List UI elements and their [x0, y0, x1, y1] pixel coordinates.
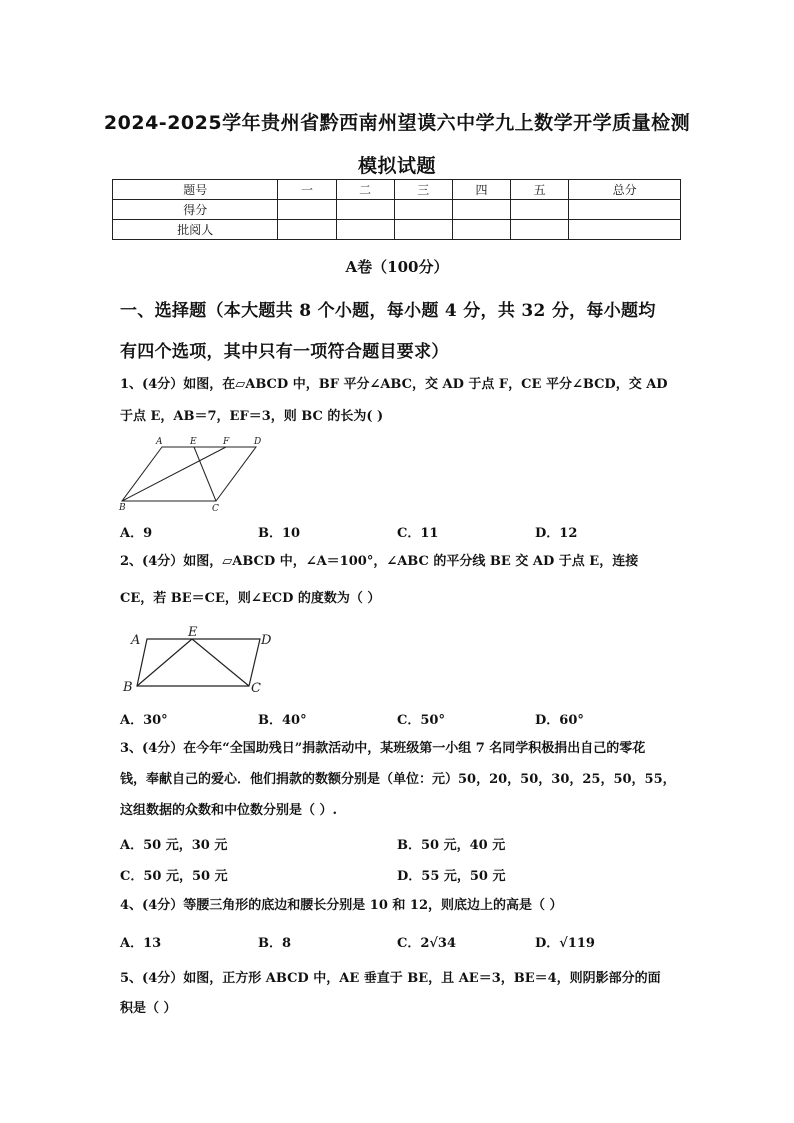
q4-option-c[interactable]: C．2√34: [397, 936, 457, 951]
q2-option-a[interactable]: A．30°: [120, 713, 168, 728]
document-title-line1: 2024-2025学年贵州省黔西南州望谟六中学九上数学开学质量检测: [103, 112, 691, 134]
score-table-cell[interactable]: [511, 220, 569, 240]
q2-text-line1: 2、(4分）如图，▱ABCD 中，∠A＝100°，∠ABC 的平分线 BE 交 AD 于点 E，连接: [120, 554, 639, 569]
section-a-heading: A卷（100分）: [345, 258, 449, 276]
q2-label-d: D: [261, 633, 272, 648]
score-table-header: 四: [452, 180, 510, 200]
score-table-cell[interactable]: [278, 220, 336, 240]
q3-text-line1: 3、(4分）在今年“全国助残日”捐款活动中，某班级第一小组 7 名同学积极捐出自己的零花: [120, 741, 646, 756]
q1-label-a: A: [156, 437, 163, 447]
score-table-cell[interactable]: [569, 220, 681, 240]
q3-option-b[interactable]: B．50 元，40 元: [397, 838, 506, 853]
q4-option-b[interactable]: B．8: [258, 936, 292, 951]
q2-label-e: E: [188, 625, 198, 640]
score-table-header: 总分: [569, 180, 681, 200]
score-table-row-score: [113, 200, 681, 220]
q5-text-line1: 5、(4分）如图，正方形 ABCD 中，AE 垂直于 BE，且 AE＝3，BE＝4，则阴影部分的面: [120, 971, 661, 986]
q1-option-b[interactable]: B．10: [258, 526, 301, 541]
q1-parallelogram: [122, 447, 256, 501]
score-table-row-grader: [113, 220, 681, 240]
score-table-header: 三: [394, 180, 452, 200]
q2-option-b[interactable]: B．40°: [258, 713, 307, 728]
score-table-header-row: [113, 180, 681, 200]
score-table-cell[interactable]: [336, 220, 394, 240]
q1-label-e: E: [190, 437, 197, 447]
q1-segment-ce: [194, 447, 216, 501]
q1-text-line2: 于点 E，AB＝7，EF＝3，则 BC 的长为( ): [120, 409, 384, 424]
q2-label-b: B: [123, 680, 133, 695]
score-table-cell[interactable]: [394, 220, 452, 240]
q1-option-c[interactable]: C．11: [397, 526, 439, 541]
q1-label-c: C: [212, 504, 219, 514]
q2-text-line2: CE，若 BE＝CE，则∠ECD 的度数为（ ）: [120, 591, 381, 606]
q3-text-line2: 钱，奉献自己的爱心．他们捐款的数额分别是（单位：元）50，20，50，30，25，50，55，: [120, 772, 676, 787]
q1-option-d[interactable]: D．12: [535, 526, 578, 541]
q4-option-d[interactable]: D．√119: [535, 936, 595, 951]
q5-text-line2: 积是（ ）: [120, 1001, 177, 1016]
q1-parallelogram-figure: [110, 432, 270, 514]
q1-text-line1: 1、(4分）如图，在▱ABCD 中，BF 平分∠ABC，交 AD 于点 F，CE 平分∠BCD，交 AD: [120, 377, 668, 392]
score-table: [112, 179, 681, 240]
score-table-cell[interactable]: [278, 200, 336, 220]
score-table-header: 二: [336, 180, 394, 200]
q1-label-b: B: [119, 503, 126, 513]
score-table-cell: 批阅人: [113, 220, 278, 240]
score-table-cell[interactable]: [394, 200, 452, 220]
q1-label-f: F: [223, 437, 230, 447]
q2-parallelogram-figure: [115, 622, 285, 698]
q2-segment-ce: [192, 639, 249, 686]
score-table-cell[interactable]: [452, 200, 510, 220]
q4-option-a[interactable]: A．13: [120, 936, 162, 951]
document-title-line2: 模拟试题: [357, 155, 436, 177]
q1-option-a[interactable]: A．9: [120, 526, 153, 541]
score-table-header: 五: [511, 180, 569, 200]
part-one-heading-line1: 一、选择题（本大题共 8 个小题，每小题 4 分，共 32 分，每小题均: [120, 301, 656, 321]
score-table-cell[interactable]: [511, 200, 569, 220]
q2-label-a: A: [131, 633, 141, 648]
q1-label-d: D: [254, 437, 262, 447]
q2-option-c[interactable]: C．50°: [397, 713, 445, 728]
q2-parallelogram: [137, 639, 260, 686]
q3-option-a[interactable]: A．50 元，30 元: [120, 838, 228, 853]
q2-option-d[interactable]: D．60°: [535, 713, 584, 728]
q3-text-line3: 这组数据的众数和中位数分别是（ ）.: [120, 803, 338, 818]
score-table-header: 一: [278, 180, 336, 200]
score-table-cell[interactable]: [569, 200, 681, 220]
q2-label-c: C: [251, 681, 261, 696]
score-table-cell: 得分: [113, 200, 278, 220]
score-table-cell[interactable]: [336, 200, 394, 220]
q4-text-line1: 4、(4分）等腰三角形的底边和腰长分别是 10 和 12，则底边上的高是（ ）: [120, 898, 563, 913]
score-table-header: 题号: [113, 180, 278, 200]
score-table-cell[interactable]: [452, 220, 510, 240]
q1-segment-bf: [122, 447, 226, 501]
q3-option-c[interactable]: C．50 元，50 元: [120, 869, 228, 884]
part-one-heading-line2: 有四个选项，其中只有一项符合题目要求）: [120, 342, 449, 362]
q3-option-d[interactable]: D．55 元，50 元: [397, 869, 506, 884]
